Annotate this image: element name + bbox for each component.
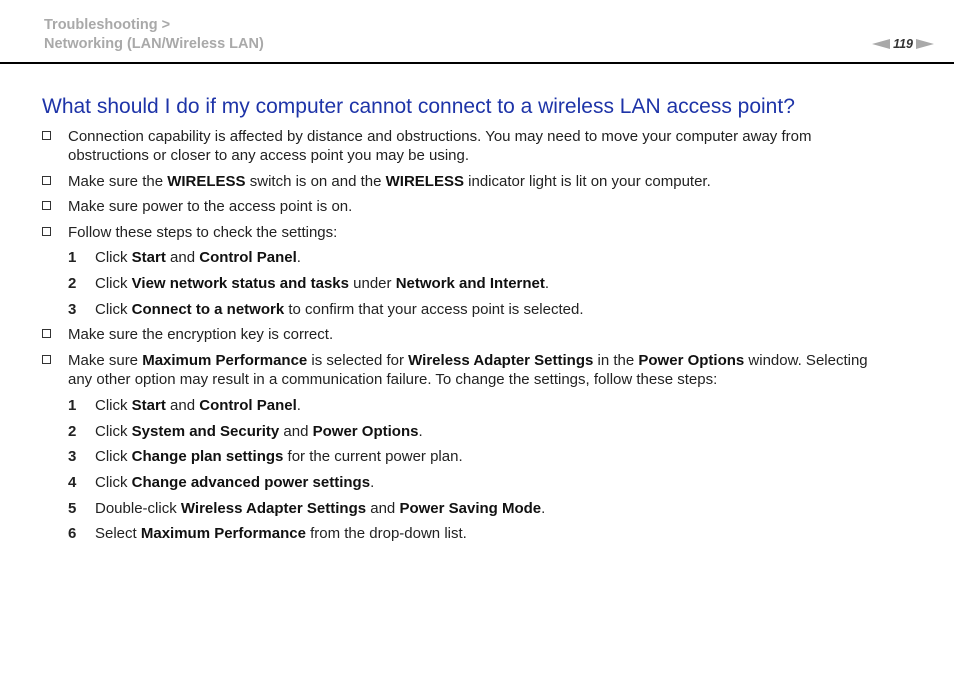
step-text: Click View network status and tasks under Network and Internet.: [95, 275, 550, 292]
step-text: Click Start and Control Panel.: [95, 249, 301, 266]
checkbox-bullet-icon: [42, 329, 51, 338]
checkbox-bullet-icon: [42, 227, 51, 236]
bullet-item: [42, 127, 922, 165]
step-number: 1: [68, 249, 77, 266]
step-number: 5: [68, 500, 77, 517]
breadcrumb-parent[interactable]: Troubleshooting >: [44, 17, 171, 33]
breadcrumb-current[interactable]: Networking (LAN/Wireless LAN): [44, 36, 264, 52]
bullet-item: [42, 325, 922, 344]
header-divider: [0, 62, 954, 64]
bullet-text: Make sure Maximum Performance is selected for Wireless Adapter Settings in the Power Options window. Selecting any other option may result in a communication failure. To change the settings, follow these steps:: [68, 352, 868, 388]
step-text: Click Start and Control Panel.: [95, 397, 301, 414]
step-item: [68, 447, 928, 466]
step-item: [68, 473, 928, 492]
step-number: 2: [68, 275, 77, 292]
step-item: [68, 524, 928, 543]
bullet-text: Make sure the encryption key is correct.: [68, 326, 334, 343]
bullet-text: Make sure the WIRELESS switch is on and the WIRELESS indicator light is lit on your computer.: [68, 173, 711, 190]
page-title: What should I do if my computer cannot connect to a wireless LAN access point?: [42, 95, 795, 118]
checkbox-bullet-icon: [42, 131, 51, 140]
step-item: [68, 499, 928, 518]
step-text: Double-click Wireless Adapter Settings and Power Saving Mode.: [95, 500, 546, 517]
page-number: 119: [893, 37, 913, 51]
bullet-item: [42, 223, 922, 242]
checkbox-bullet-icon: [42, 355, 51, 364]
step-number: 3: [68, 448, 77, 465]
step-text: Click Change advanced power settings.: [95, 474, 375, 491]
step-item: [68, 422, 928, 441]
bullet-text: Connection capability is affected by distance and obstructions. You may need to move your computer away from obstructions or closer to any access point you may be using.: [68, 128, 812, 164]
bullet-item: [42, 172, 922, 191]
step-text: Click System and Security and Power Options.: [95, 423, 423, 440]
checkbox-bullet-icon: [42, 176, 51, 185]
step-item: [68, 300, 928, 319]
step-number: 6: [68, 525, 77, 542]
step-item: [68, 248, 928, 267]
checkbox-bullet-icon: [42, 201, 51, 210]
step-text: Click Connect to a network to confirm that your access point is selected.: [95, 301, 584, 318]
step-number: 4: [68, 474, 77, 491]
step-item: [68, 274, 928, 293]
next-page-arrow-icon[interactable]: [916, 39, 934, 49]
step-item: [68, 396, 928, 415]
step-text: Select Maximum Performance from the drop-down list.: [95, 525, 467, 542]
step-text: Click Change plan settings for the current power plan.: [95, 448, 463, 465]
bullet-item: [42, 351, 922, 389]
page-navigator: [872, 37, 934, 51]
step-number: 2: [68, 423, 77, 440]
step-number: 1: [68, 397, 77, 414]
previous-page-arrow-icon[interactable]: [872, 39, 890, 49]
bullet-item: [42, 197, 922, 216]
bullet-text: Follow these steps to check the settings:: [68, 224, 338, 241]
bullet-text: Make sure power to the access point is on.: [68, 198, 353, 215]
page-header: [0, 0, 954, 64]
step-number: 3: [68, 301, 77, 318]
